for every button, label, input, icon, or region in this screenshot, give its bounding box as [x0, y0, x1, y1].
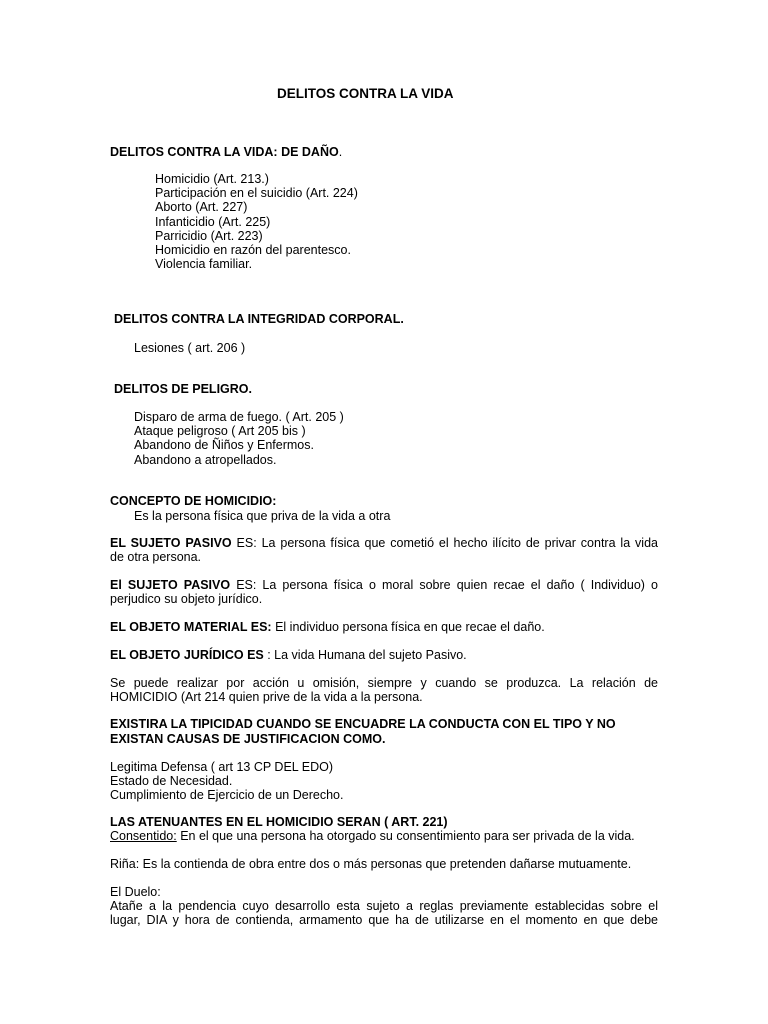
list-item: Ataque peligroso ( Art 205 bis )	[134, 424, 306, 439]
sujeto-pasivo-text: ES: La persona física que cometió el hecho ilícito de privar contra la vida	[231, 536, 658, 550]
page-title: DELITOS CONTRA LA VIDA	[277, 86, 454, 101]
list-item: Infanticidio (Art. 225)	[155, 214, 271, 229]
section-heading-tail: .	[338, 145, 343, 159]
section-heading-peligro: DELITOS DE PELIGRO.	[114, 382, 252, 396]
objeto-material-label: EL OBJETO MATERIAL ES:	[110, 620, 272, 634]
objeto-juridico-label: EL OBJETO JURÍDICO ES	[110, 648, 264, 662]
list-delitos-dano	[155, 172, 358, 271]
list-integridad	[134, 341, 245, 355]
duelo-label: El Duelo:	[110, 885, 161, 899]
list-causas-justificacion	[110, 760, 343, 803]
atenuantes-heading: LAS ATENUANTES EN EL HOMICIDIO SERAN ( ART. 221)	[110, 815, 448, 829]
rina-paragraph: Riña: Es la contienda de obra entre dos o más personas que pretenden dañarse mutuamente.	[110, 857, 632, 871]
objeto-juridico-text: : La vida Humana del sujeto Pasivo.	[263, 648, 467, 662]
section-heading-dano	[110, 145, 342, 159]
sujeto-pasivo-paragraph-2	[110, 578, 658, 593]
sujeto-pasivo-label: El SUJETO PASIVO	[110, 578, 231, 592]
list-item: Cumplimiento de Ejercicio de un Derecho.	[110, 788, 344, 803]
list-item: Aborto (Art. 227)	[155, 200, 248, 215]
list-item: Homicidio (Art. 213.)	[155, 172, 269, 186]
list-item: Abandono de Ñiños y Enfermos.	[134, 438, 314, 453]
concepto-heading: CONCEPTO DE HOMICIDIO:	[110, 494, 277, 508]
tipicidad-line-2: EXISTAN CAUSAS DE JUSTIFICACION COMO.	[110, 732, 386, 746]
concepto-text: Es la persona física que priva de la vida a otra	[134, 509, 391, 523]
list-item: Lesiones ( art. 206 )	[134, 341, 246, 355]
duelo-line-2: lugar, DIA y hora de contienda, armamento que ha de utilizarse en el momento en que debe	[110, 913, 658, 927]
consentido-text: En el que una persona ha otorgado su consentimiento para ser privada de la vida.	[176, 829, 635, 843]
list-item: Parricidio (Art. 223)	[155, 228, 263, 243]
realizar-line-2: HOMICIDIO (Art 214 quien prive de la vida a la persona.	[110, 690, 423, 704]
consentido-paragraph	[110, 829, 635, 843]
sujeto-pasivo-line-2: perjudico su objeto jurídico.	[110, 592, 263, 606]
objeto-material-text: El individuo persona física en que recae el daño.	[271, 620, 545, 634]
objeto-juridico-paragraph	[110, 648, 467, 662]
list-item: Estado de Necesidad.	[110, 774, 233, 789]
consentido-label: Consentido:	[110, 829, 177, 843]
sujeto-pasivo-label: EL SUJETO PASIVO	[110, 536, 232, 550]
list-peligro	[134, 410, 344, 467]
list-item: Homicidio en razón del parentesco.	[155, 243, 351, 258]
duelo-line-1: Atañe a la pendencia cuyo desarrollo esta sujeto a reglas previamente establecidas sobre el	[110, 899, 658, 913]
section-heading-text: DELITOS CONTRA LA VIDA: DE DAÑO	[110, 145, 339, 159]
sujeto-pasivo-paragraph-1	[110, 536, 658, 551]
tipicidad-line-1: EXISTIRA LA TIPICIDAD CUANDO SE ENCUADRE LA CONDUCTA CON EL TIPO Y NO	[110, 717, 616, 731]
list-item: Participación en el suicidio (Art. 224)	[155, 186, 358, 201]
realizar-line-1: Se puede realizar por acción u omisión, siempre y cuando se produzca. La relación de	[110, 676, 658, 690]
section-heading-integridad: DELITOS CONTRA LA INTEGRIDAD CORPORAL.	[114, 312, 404, 326]
objeto-material-paragraph	[110, 620, 545, 634]
sujeto-pasivo-line-2: de otra persona.	[110, 550, 202, 564]
list-item: Legitima Defensa ( art 13 CP DEL EDO)	[110, 760, 334, 774]
list-item: Violencia familiar.	[155, 257, 253, 272]
sujeto-pasivo-text: ES: La persona física o moral sobre quien recae el daño ( Individuo) o	[230, 578, 658, 592]
list-item: Abandono a atropellados.	[134, 452, 277, 467]
list-item: Disparo de arma de fuego. ( Art. 205 )	[134, 410, 344, 424]
